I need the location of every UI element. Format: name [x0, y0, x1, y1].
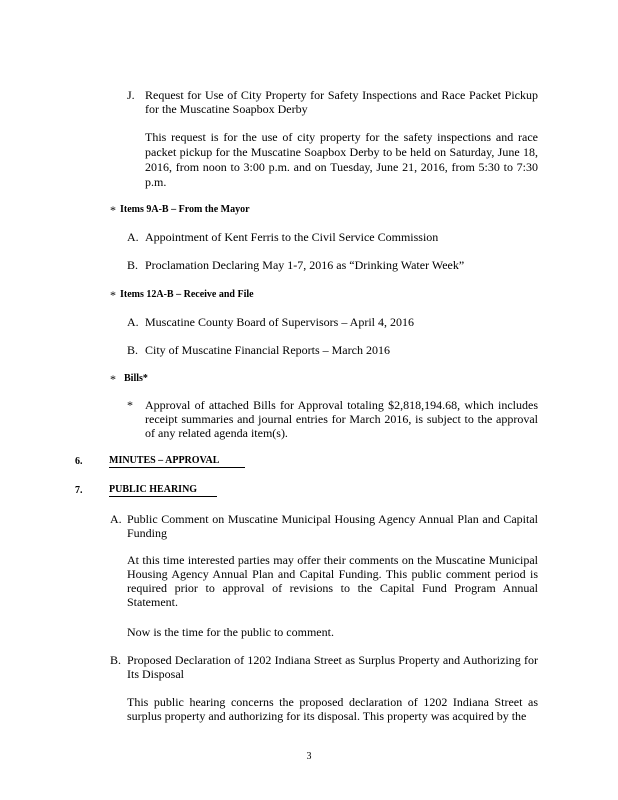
section-7-number: 7. [75, 485, 83, 496]
mayor-b-text: Proclamation Declaring May 1-7, 2016 as “Drinking Water Week” [145, 258, 465, 272]
bills-header: Bills* [124, 373, 148, 384]
public-hearing-b-title: Proposed Declaration of 1202 Indiana Street as Surplus Property and Authorizing for Its Disposal [127, 653, 538, 681]
item-j-label: J. [127, 88, 135, 102]
public-hearing-a-description: At this time interested parties may offer their comments on the Muscatine Municipal Housing Agency Annual Plan and Capital Funding. This public comment period is required prior to approval of revisions to the Capital Fund Program Annual Statement. [127, 553, 538, 609]
section-7-title: PUBLIC HEARING [109, 484, 217, 497]
item-j-description: This request is for the use of city property for the safety inspections and race packet pickup for the Muscatine Soapbox Derby to be held on Saturday, June 18, 2016, from noon to 3:00 p.m. and on Tuesday, June 21, 2016, from 5:30 to 7:30 p.m. [145, 130, 538, 189]
section-6-number: 6. [75, 456, 83, 467]
mayor-a-label: A. [127, 230, 139, 244]
bills-note-bullet: * [127, 398, 133, 412]
receive-b-text: City of Muscatine Financial Reports – March 2016 [145, 343, 390, 357]
public-hearing-a-comment-call: Now is the time for the public to comment. [127, 625, 334, 639]
public-hearing-a-label: A. [110, 512, 122, 526]
public-hearing-b-description: This public hearing concerns the proposed declaration of 1202 Indiana Street as surplus property and authorizing for its disposal. This property was acquired by the [127, 695, 538, 723]
public-hearing-b-label: B. [110, 653, 122, 667]
mayor-a-text: Appointment of Kent Ferris to the Civil Service Commission [145, 230, 439, 244]
public-hearing-a-title: Public Comment on Muscatine Municipal Housing Agency Annual Plan and Capital Funding [127, 512, 538, 540]
receive-b-label: B. [127, 343, 139, 357]
bills-note-text: Approval of attached Bills for Approval totaling $2,818,194.68, which includes receipt summaries and journal entries for March 2016, is subject to the approval of any related agenda item(s). [145, 398, 538, 440]
bills-bullet: * [110, 372, 116, 386]
receive-a-label: A. [127, 315, 139, 329]
receive-a-text: Muscatine County Board of Supervisors – April 4, 2016 [145, 315, 414, 329]
item-j-title: Request for Use of City Property for Safety Inspections and Race Packet Pickup for the Muscatine Soapbox Derby [145, 88, 538, 116]
mayor-bullet: * [110, 203, 116, 217]
page-number: 3 [306, 751, 312, 762]
mayor-b-label: B. [127, 258, 139, 272]
mayor-header: Items 9A-B – From the Mayor [120, 204, 250, 215]
receive-header: Items 12A-B – Receive and File [120, 289, 254, 300]
receive-bullet: * [110, 288, 116, 302]
section-6-title: MINUTES – APPROVAL [109, 455, 245, 468]
